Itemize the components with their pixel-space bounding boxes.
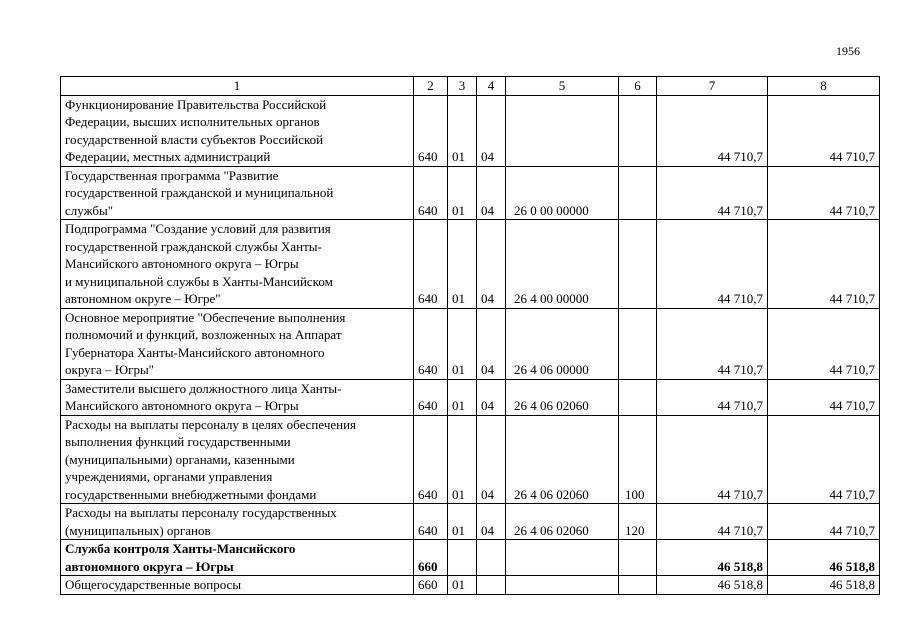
cell-amount-2: 44 710,7 [768, 95, 880, 166]
cell-amount-1: 44 710,7 [657, 308, 768, 379]
cell-section: 01 [448, 166, 477, 220]
cell-expense-type [619, 540, 657, 576]
cell-amount-1: 44 710,7 [657, 166, 768, 220]
cell-amount-2: 44 710,7 [768, 504, 880, 540]
cell-name: Подпрограмма "Создание условий для развития государственной гражданской службы Ханты- Мансийского автономного округа – Югры и муниципальной службы в Ханты-Мансийском автономном округе – Югре" [61, 220, 414, 309]
cell-target-article: 26 4 06 02060 [506, 379, 619, 415]
cell-subsection [477, 576, 506, 595]
cell-amount-2: 44 710,7 [768, 379, 880, 415]
table-row [61, 576, 880, 595]
cell-amount-1: 44 710,7 [657, 95, 768, 166]
cell-section: 01 [448, 504, 477, 540]
page-number: 1956 [836, 44, 860, 58]
cell-grbs: 640 [414, 95, 448, 166]
cell-amount-1: 44 710,7 [657, 415, 768, 504]
budget-table [60, 76, 880, 595]
cell-target-article: 26 4 06 02060 [506, 504, 619, 540]
cell-grbs: 660 [414, 540, 448, 576]
cell-name: Заместители высшего должностного лица Ханты- Мансийского автономного округа – Югры [61, 379, 414, 415]
table-row [61, 379, 880, 415]
cell-grbs: 640 [414, 379, 448, 415]
header-col-4: 4 [477, 77, 506, 96]
table-row [61, 95, 880, 166]
cell-expense-type [619, 220, 657, 309]
header-col-1: 1 [61, 77, 414, 96]
cell-name: Общегосударственные вопросы [61, 576, 414, 595]
cell-amount-1: 44 710,7 [657, 220, 768, 309]
cell-expense-type [619, 166, 657, 220]
cell-amount-1: 46 518,8 [657, 540, 768, 576]
cell-amount-1: 44 710,7 [657, 379, 768, 415]
cell-amount-2: 44 710,7 [768, 308, 880, 379]
table-row [61, 166, 880, 220]
cell-expense-type [619, 95, 657, 166]
cell-amount-2: 46 518,8 [768, 540, 880, 576]
cell-subsection: 04 [477, 379, 506, 415]
cell-target-article [506, 95, 619, 166]
table-row [61, 415, 880, 504]
cell-expense-type: 100 [619, 415, 657, 504]
cell-amount-1: 46 518,8 [657, 576, 768, 595]
cell-grbs: 640 [414, 504, 448, 540]
cell-expense-type [619, 576, 657, 595]
cell-name: Расходы на выплаты персоналу государственных (муниципальных) органов [61, 504, 414, 540]
cell-name: Расходы на выплаты персоналу в целях обеспечения выполнения функций государственными (муниципальными) органами, казенными учреждениями, органами управления государственными внебюджетными фондами [61, 415, 414, 504]
cell-expense-type: 120 [619, 504, 657, 540]
header-col-5: 5 [506, 77, 619, 96]
header-col-2: 2 [414, 77, 448, 96]
cell-section [448, 540, 477, 576]
cell-target-article: 26 4 00 00000 [506, 220, 619, 309]
cell-grbs: 640 [414, 220, 448, 309]
cell-subsection: 04 [477, 95, 506, 166]
cell-subsection: 04 [477, 166, 506, 220]
table-body [61, 95, 880, 594]
cell-expense-type [619, 379, 657, 415]
cell-subsection: 04 [477, 308, 506, 379]
table-row [61, 504, 880, 540]
cell-subsection [477, 540, 506, 576]
cell-target-article [506, 540, 619, 576]
cell-section: 01 [448, 379, 477, 415]
cell-target-article [506, 576, 619, 595]
cell-subsection: 04 [477, 415, 506, 504]
cell-name: Функционирование Правительства Российской Федерации, высших исполнительных органов государственной власти субъектов Российской Федерации, местных администраций [61, 95, 414, 166]
table-row [61, 540, 880, 576]
cell-amount-2: 44 710,7 [768, 415, 880, 504]
cell-amount-2: 46 518,8 [768, 576, 880, 595]
cell-expense-type [619, 308, 657, 379]
cell-section: 01 [448, 95, 477, 166]
cell-amount-2: 44 710,7 [768, 166, 880, 220]
header-col-6: 6 [619, 77, 657, 96]
cell-target-article: 26 4 06 02060 [506, 415, 619, 504]
cell-target-article: 26 4 06 00000 [506, 308, 619, 379]
cell-section: 01 [448, 415, 477, 504]
cell-subsection: 04 [477, 220, 506, 309]
header-row [61, 77, 880, 96]
table-row [61, 220, 880, 309]
cell-amount-1: 44 710,7 [657, 504, 768, 540]
cell-amount-2: 44 710,7 [768, 220, 880, 309]
cell-target-article: 26 0 00 00000 [506, 166, 619, 220]
header-col-7: 7 [657, 77, 768, 96]
cell-section: 01 [448, 308, 477, 379]
table-row [61, 308, 880, 379]
cell-grbs: 640 [414, 166, 448, 220]
header-col-8: 8 [768, 77, 880, 96]
cell-name: Основное мероприятие "Обеспечение выполнения полномочий и функций, возложенных на Аппарат Губернатора Ханты-Мансийского автономного округа – Югры" [61, 308, 414, 379]
cell-section: 01 [448, 576, 477, 595]
cell-name: Служба контроля Ханты-Мансийского автономного округа – Югры [61, 540, 414, 576]
cell-grbs: 640 [414, 415, 448, 504]
cell-grbs: 640 [414, 308, 448, 379]
cell-grbs: 660 [414, 576, 448, 595]
header-col-3: 3 [448, 77, 477, 96]
cell-name: Государственная программа "Развитие государственной гражданской и муниципальной службы" [61, 166, 414, 220]
cell-section: 01 [448, 220, 477, 309]
cell-subsection: 04 [477, 504, 506, 540]
